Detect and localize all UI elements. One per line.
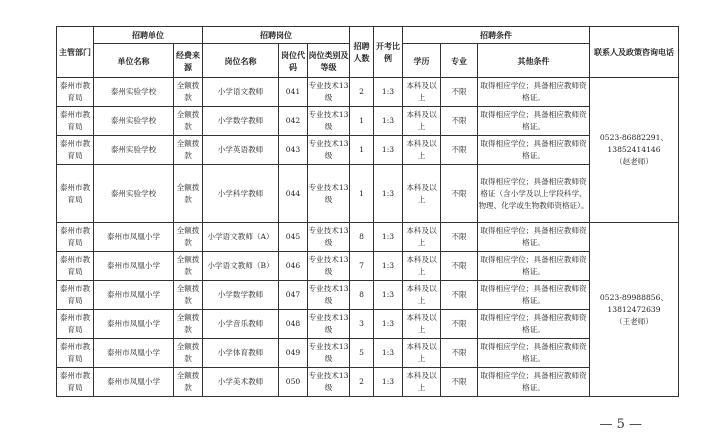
cell-ratio: 1:3 — [374, 223, 403, 252]
cell-ratio: 1:3 — [374, 252, 403, 281]
table-row — [57, 223, 679, 252]
cell-dept: 泰州市教育局 — [57, 223, 94, 252]
cell-post: 小学科学教师 — [203, 165, 279, 223]
cell-dept: 泰州市教育局 — [57, 368, 94, 397]
cell-code: 041 — [279, 78, 308, 107]
cell-category: 专业技术13级 — [308, 165, 350, 223]
cell-ratio: 1:3 — [374, 107, 403, 136]
table-row — [57, 339, 679, 368]
cell-category: 专业技术13级 — [308, 107, 350, 136]
cell-ratio: 1:3 — [374, 78, 403, 107]
cell-count: 8 — [350, 281, 374, 310]
cell-unit: 泰州实验学校 — [94, 165, 174, 223]
cell-funding: 全额拨款 — [174, 310, 203, 339]
cell-unit: 泰州实验学校 — [94, 78, 174, 107]
contact-cell-shiyan — [590, 78, 679, 223]
cell-funding: 全额拨款 — [174, 165, 203, 223]
table-row — [57, 107, 679, 136]
cell-unit: 泰州市凤凰小学 — [94, 339, 174, 368]
cell-code: 047 — [279, 281, 308, 310]
cell-dept: 泰州市教育局 — [57, 281, 94, 310]
cell-unit: 泰州市凤凰小学 — [94, 252, 174, 281]
cell-major: 不限 — [441, 107, 478, 136]
cell-ratio: 1:3 — [374, 339, 403, 368]
contact-person: （赵老师） — [615, 157, 653, 166]
cell-category: 专业技术13级 — [308, 223, 350, 252]
table-row — [57, 310, 679, 339]
cell-major: 不限 — [441, 223, 478, 252]
page-number: — 5 — — [599, 417, 642, 432]
contact-phone-2: 13852414146 — [607, 145, 661, 154]
cell-count: 8 — [350, 223, 374, 252]
cell-count: 1 — [350, 107, 374, 136]
cell-category: 专业技术13级 — [308, 281, 350, 310]
cell-education: 本科及以上 — [403, 310, 441, 339]
cell-unit: 泰州市凤凰小学 — [94, 310, 174, 339]
cell-code: 048 — [279, 310, 308, 339]
cell-dept: 泰州市教育局 — [57, 107, 94, 136]
cell-post: 小学美术教师 — [203, 368, 279, 397]
recruitment-table — [56, 26, 679, 397]
cell-count: 1 — [350, 165, 374, 223]
cell-major: 不限 — [441, 368, 478, 397]
cell-education: 本科及以上 — [403, 368, 441, 397]
header-cond-group: 招聘条件 — [403, 27, 590, 44]
cell-funding: 全额拨款 — [174, 78, 203, 107]
cell-education: 本科及以上 — [403, 223, 441, 252]
contact-person: （王老师） — [615, 316, 653, 326]
cell-dept: 泰州市教育局 — [57, 339, 94, 368]
cell-other: 取得相应学位；具备相应教师资格证。 — [478, 223, 590, 252]
cell-ratio: 1:3 — [374, 281, 403, 310]
cell-funding: 全额拨款 — [174, 136, 203, 165]
cell-dept: 泰州市教育局 — [57, 136, 94, 165]
cell-count: 2 — [350, 78, 374, 107]
header-dept: 主管部门 — [57, 27, 94, 78]
cell-ratio: 1:3 — [374, 165, 403, 223]
cell-ratio: 1:3 — [374, 136, 403, 165]
header-ratio: 开考比例 — [374, 27, 403, 78]
cell-post: 小学英语教师 — [203, 136, 279, 165]
cell-major: 不限 — [441, 339, 478, 368]
cell-count: 5 — [350, 339, 374, 368]
cell-post: 小学语文教师（A） — [203, 223, 279, 252]
contact-phone-1: 0523-89988856、 — [599, 292, 669, 302]
cell-other: 取得相应学位；具备相应教师资格证。 — [478, 252, 590, 281]
cell-major: 不限 — [441, 252, 478, 281]
cell-count: 3 — [350, 310, 374, 339]
cell-funding: 全额拨款 — [174, 339, 203, 368]
header-post-category: 岗位类别及等级 — [308, 44, 350, 78]
cell-education: 本科及以上 — [403, 107, 441, 136]
cell-major: 不限 — [441, 136, 478, 165]
cell-count: 2 — [350, 368, 374, 397]
cell-education: 本科及以上 — [403, 78, 441, 107]
header-unit-name: 单位名称 — [94, 44, 174, 78]
cell-category: 专业技术13级 — [308, 310, 350, 339]
cell-code: 044 — [279, 165, 308, 223]
cell-funding: 全额拨款 — [174, 223, 203, 252]
cell-funding: 全额拨款 — [174, 107, 203, 136]
header-unit-group: 招聘单位 — [94, 27, 203, 44]
cell-code: 042 — [279, 107, 308, 136]
cell-major: 不限 — [441, 281, 478, 310]
contact-cell-fenghuang — [590, 223, 679, 397]
cell-major: 不限 — [441, 165, 478, 223]
cell-category: 专业技术13级 — [308, 78, 350, 107]
table-row — [57, 368, 679, 397]
cell-major: 不限 — [441, 310, 478, 339]
cell-post: 小学语文教师 — [203, 78, 279, 107]
cell-category: 专业技术13级 — [308, 252, 350, 281]
header-other: 其他条件 — [478, 44, 590, 78]
cell-education: 本科及以上 — [403, 339, 441, 368]
cell-other: 取得相应学位；具备相应教师资格证。 — [478, 339, 590, 368]
cell-unit: 泰州实验学校 — [94, 136, 174, 165]
contact-phone-2: 13812472639 — [607, 304, 661, 314]
cell-code: 043 — [279, 136, 308, 165]
cell-category: 专业技术13级 — [308, 339, 350, 368]
table-row — [57, 78, 679, 107]
cell-category: 专业技术13级 — [308, 368, 350, 397]
cell-code: 045 — [279, 223, 308, 252]
cell-other: 取得相应学位；具备相应教师资格证。 — [478, 310, 590, 339]
cell-unit: 泰州市凤凰小学 — [94, 223, 174, 252]
table-row — [57, 165, 679, 223]
header-post-name: 岗位名称 — [203, 44, 279, 78]
cell-funding: 全额拨款 — [174, 252, 203, 281]
cell-dept: 泰州市教育局 — [57, 78, 94, 107]
cell-code: 050 — [279, 368, 308, 397]
cell-post: 小学音乐教师 — [203, 310, 279, 339]
cell-other: 取得相应学位；具备相应教师资格证。 — [478, 78, 590, 107]
header-post-code: 岗位代码 — [279, 44, 308, 78]
cell-count: 1 — [350, 136, 374, 165]
cell-unit: 泰州市凤凰小学 — [94, 281, 174, 310]
cell-funding: 全额拨款 — [174, 368, 203, 397]
contact-phone-1: 0523-86882291、 — [599, 133, 669, 142]
cell-post: 小学体育教师 — [203, 339, 279, 368]
cell-post: 小学语文教师（B） — [203, 252, 279, 281]
cell-unit: 泰州实验学校 — [94, 107, 174, 136]
cell-education: 本科及以上 — [403, 136, 441, 165]
cell-education: 本科及以上 — [403, 165, 441, 223]
cell-other: 取得相应学位；具备相应教师资格证。 — [478, 281, 590, 310]
table-row — [57, 136, 679, 165]
cell-other: 取得相应学位；具备相应教师资格证。 — [478, 368, 590, 397]
cell-code: 049 — [279, 339, 308, 368]
header-education: 学历 — [403, 44, 441, 78]
table-row — [57, 281, 679, 310]
cell-other: 取得相应学位；具备相应教师资格证。 — [478, 136, 590, 165]
cell-category: 专业技术13级 — [308, 136, 350, 165]
header-post-group: 招聘岗位 — [203, 27, 350, 44]
cell-other: 取得相应学位；具备相应教师资格证（含小学及以上学段科学、物理、化学或生物教师资格证）。 — [478, 165, 590, 223]
cell-dept: 泰州市教育局 — [57, 310, 94, 339]
cell-unit: 泰州市凤凰小学 — [94, 368, 174, 397]
cell-post: 小学数学教师 — [203, 107, 279, 136]
cell-education: 本科及以上 — [403, 281, 441, 310]
cell-funding: 全额拨款 — [174, 281, 203, 310]
header-contact: 联系人及政策咨询电话 — [590, 27, 679, 78]
cell-education: 本科及以上 — [403, 252, 441, 281]
cell-post: 小学数学教师 — [203, 281, 279, 310]
cell-dept: 泰州市教育局 — [57, 165, 94, 223]
cell-ratio: 1:3 — [374, 310, 403, 339]
header-major: 专业 — [441, 44, 478, 78]
cell-major: 不限 — [441, 78, 478, 107]
cell-count: 7 — [350, 252, 374, 281]
header-funding: 经费来源 — [174, 44, 203, 78]
header-count: 招聘人数 — [350, 27, 374, 78]
cell-other: 取得相应学位；具备相应教师资格证。 — [478, 107, 590, 136]
cell-ratio: 1:3 — [374, 368, 403, 397]
table-row — [57, 252, 679, 281]
cell-code: 046 — [279, 252, 308, 281]
cell-dept: 泰州市教育局 — [57, 252, 94, 281]
